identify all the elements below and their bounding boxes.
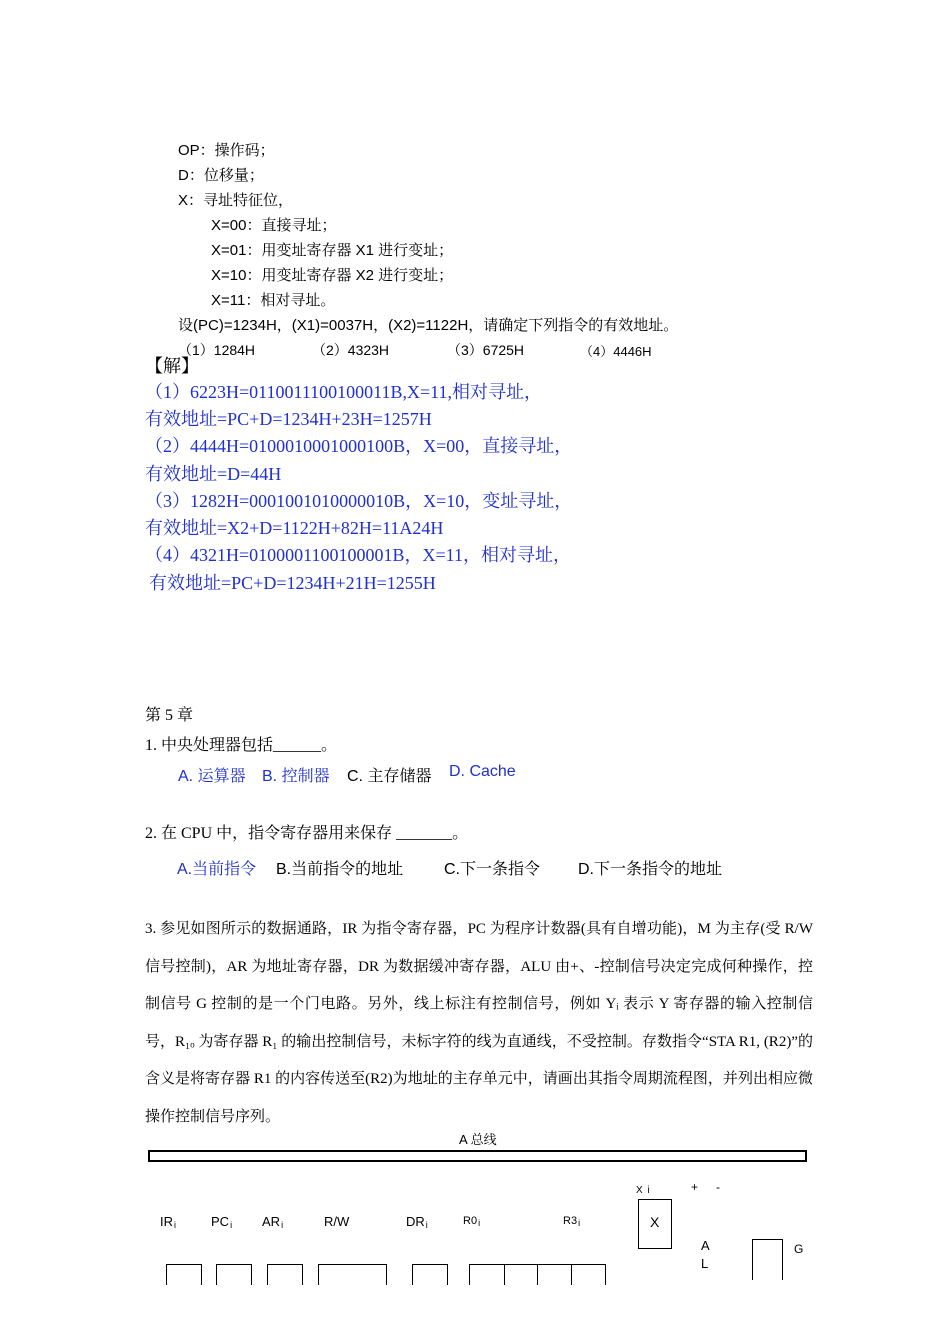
q3-stem: 3. 参见如图所示的数据通路，IR 为指令寄存器，PC 为程序计数器(具有自增功能)，M 为主存(受 R/W 信号控制)，AR 为地址寄存器，DR 为数据缓冲寄存器，ALU 由+、-控制信号决定完成何种操作，控制信号 G 控制的是一个门电路。另外，线上标注有控制信号，例如 Yᵢ 表示 Y 寄存器的输入控制信号，R₁ₒ 为寄存器 R₁ 的输出控制信号，未标字符的线为直通线，不受控制。存数指令“STA R1, (R2)”的含义是将寄存器 R1 的内容传送至(R2)为地址的主存单元中，请画出其指令周期流程图，并列出相应微操作控制信号序列。 — [145, 921, 813, 1125]
alu-label-l: L — [701, 1256, 709, 1271]
q1-choice-b: B. 控制器 — [262, 768, 330, 785]
minus-signal: - — [716, 1180, 720, 1194]
solution-line: 有效地址=PC+D=1234H+23H=1257H — [145, 409, 432, 429]
q2-choice-c: C.下一条指令 — [444, 861, 541, 878]
r3-register — [571, 1264, 606, 1285]
dr-signal: $DR_i$ — [406, 1214, 428, 1230]
q2-stem: 2. 在 CPU 中，指令寄存器用来保存 _______。 — [145, 825, 469, 842]
q2-choice-b: B.当前指令的地址 — [276, 861, 404, 878]
solution-line: （4）4321H=0100001100100001B，X=11，相对寻址， — [145, 545, 571, 565]
pc-register — [216, 1264, 252, 1285]
q1-choice-a: A. 运算器 — [178, 768, 246, 785]
q1-stem: 1. 中央处理器包括______。 — [145, 737, 338, 754]
plus-signal: + — [691, 1180, 699, 1194]
r2-register — [537, 1264, 572, 1285]
solution-line: 有效地址=D=44H — [145, 464, 282, 484]
q1-choice-d: D. Cache — [449, 763, 516, 780]
r0-register — [469, 1264, 505, 1285]
xi-signal: X i — [636, 1185, 651, 1196]
q1-choice-c: C. 主存储器 — [347, 768, 432, 785]
ar-register — [267, 1264, 303, 1285]
def-given: 设(PC)=1234H，(X1)=0037H，(X2)=1122H，请确定下列指令的有效地址。 — [178, 317, 679, 334]
option-4: （4）4446H — [580, 344, 652, 359]
option-2: （2）4323H — [312, 342, 390, 358]
g-signal: G — [794, 1242, 804, 1256]
def-op: OP：操作码； — [178, 142, 275, 159]
solution-line: （3）1282H=0001001010000010B，X=10，变址寻址， — [145, 491, 573, 511]
pc-signal: $PC_i$ — [211, 1214, 233, 1230]
main-memory — [318, 1264, 387, 1285]
def-x10: X=10：用变址寄存器 X2 进行变址； — [211, 267, 454, 284]
solution-line: （2）4444H=0100010001000100B，X=00，直接寻址， — [145, 436, 573, 456]
alu-label-a: A — [701, 1238, 710, 1253]
r1-register — [503, 1264, 538, 1285]
rw-signal: R/W — [324, 1214, 350, 1229]
q2-choice-d: D.下一条指令的地址 — [578, 861, 723, 878]
r0-signal: $R0_i$ — [463, 1215, 481, 1228]
q2-choice-a: A.当前指令 — [177, 861, 257, 878]
def-x01: X=01：用变址寄存器 X1 进行变址； — [211, 242, 454, 259]
solution-line: （1）6223H=0110011100100011B,X=11,相对寻址， — [145, 382, 542, 402]
dr-register — [412, 1264, 448, 1285]
r3-signal: $R3_i$ — [563, 1215, 581, 1228]
def-d: D：位移量； — [178, 167, 264, 184]
bus-label: A 总线 — [459, 1132, 497, 1147]
ir-register — [166, 1264, 202, 1285]
option-1: （1）1284H — [178, 342, 256, 358]
solution-line: 有效地址=X2+D=1122H+82H=11A24H — [145, 518, 444, 538]
solution-header: 【解】 — [145, 356, 199, 376]
ir-signal: $IR_i$ — [160, 1214, 176, 1230]
ar-signal: $AR_i$ — [262, 1214, 284, 1230]
a-bus — [148, 1150, 807, 1162]
solution-line: 有效地址=PC+D=1234H+21H=1255H — [149, 573, 436, 593]
chapter-title: 第 5 章 — [145, 707, 194, 724]
def-x11: X=11：相对寻址。 — [211, 292, 336, 309]
gate-g — [752, 1239, 783, 1280]
x-register-label: X — [650, 1214, 660, 1230]
option-3: （3）6725H — [447, 342, 525, 358]
def-x: X：寻址特征位， — [178, 192, 294, 209]
def-x00: X=00：直接寻址； — [211, 217, 337, 234]
